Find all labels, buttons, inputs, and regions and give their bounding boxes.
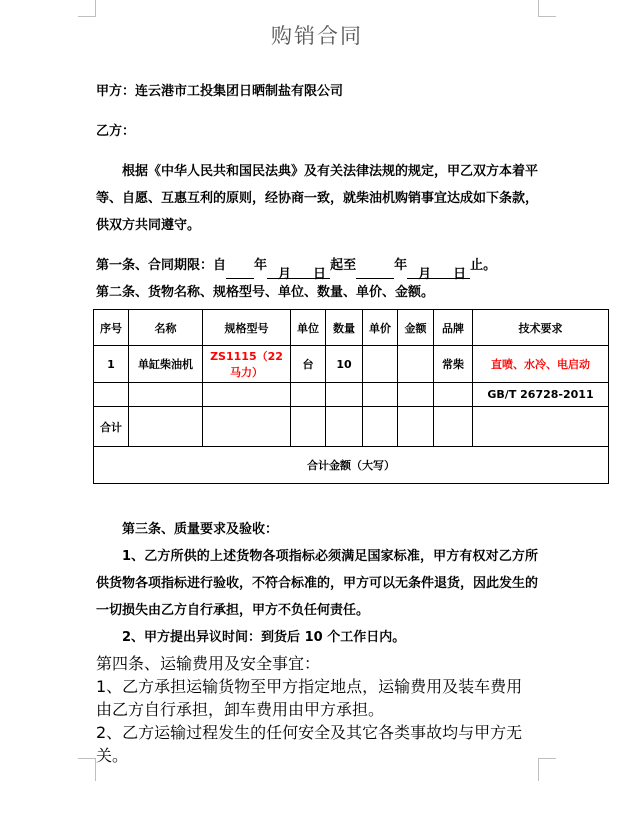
goods-table-head — [94, 310, 609, 346]
goods-table — [93, 309, 609, 484]
blank-underline-day2: 日 — [442, 261, 470, 279]
table-cell — [203, 407, 291, 447]
table-row — [94, 383, 609, 407]
table-cell: 1 — [94, 346, 129, 383]
table-header-cell: 技术要求 — [473, 310, 609, 346]
table-cell — [398, 407, 434, 447]
goods-table-body — [94, 346, 609, 484]
clause1-lead: 第一条、合同期限：自 — [96, 258, 227, 273]
document-content — [96, 0, 594, 766]
clause-4-heading: 第四条、运输费用及安全事宜： — [96, 654, 321, 673]
table-cell — [203, 383, 291, 407]
clause1-year1: 年 — [254, 258, 268, 273]
clause-3-heading: 第三条、质量要求及验收： — [122, 522, 279, 537]
blank-underline-year1 — [226, 261, 254, 279]
clause-3-items — [96, 543, 538, 651]
table-header-cell: 单位 — [291, 310, 326, 346]
table-cell — [398, 346, 434, 383]
table-cell: 台 — [291, 346, 326, 383]
document-title: 购销合同 — [271, 24, 363, 48]
table-cell — [129, 407, 203, 447]
table-cell — [363, 407, 398, 447]
party-a-line: 甲方：连云港市工投集团日晒制盐有限公司 — [96, 84, 344, 99]
table-cell — [326, 407, 363, 447]
table-cell — [291, 407, 326, 447]
table-cell — [363, 383, 398, 407]
table-footer-row — [94, 447, 609, 484]
clause-4-items — [96, 674, 538, 766]
text-boundary-mark-bottom-right — [538, 758, 556, 781]
table-cell: 常柴 — [434, 346, 473, 383]
table-cell — [363, 346, 398, 383]
preamble-paragraph: 根据《中华人民共和国民法典》及有关法律法规的规定，甲乙双方本着平等、自愿、互惠互利的原则，经协商一致，就柴油机购销事宜达成如下条款，供双方共同遵守。 — [96, 164, 539, 233]
table-header-cell: 名称 — [129, 310, 203, 346]
table-cell: 直喷、水冷、电启动 — [473, 346, 609, 383]
table-cell — [434, 407, 473, 447]
text-boundary-mark-top-left — [78, 0, 96, 17]
table-cell: 10 — [326, 346, 363, 383]
table-header-cell: 金额 — [398, 310, 434, 346]
table-cell: ZS1115（22 马力） — [203, 346, 291, 383]
clause1-to: 起至 — [330, 258, 357, 273]
clause-item: 2、乙方运输过程发生的任何安全及其它各类事故均与甲方无关。 — [96, 723, 523, 765]
table-cell: GB/T 26728-2011 — [473, 383, 609, 407]
table-cell: 合计 — [94, 407, 129, 447]
clause-item: 1、乙方承担运输货物至甲方指定地点，运输费用及装车费用由乙方自行承担，卸车费用由甲方承担。 — [96, 677, 523, 719]
blank-underline-day1: 日 — [302, 261, 330, 279]
table-header-cell: 数量 — [326, 310, 363, 346]
table-cell — [434, 383, 473, 407]
table-cell — [473, 407, 609, 447]
table-cell — [291, 383, 326, 407]
text-boundary-mark-top-right — [538, 0, 556, 17]
blank-underline-month1: 月 — [267, 261, 302, 279]
table-header-cell: 单价 — [363, 310, 398, 346]
blank-underline-year2 — [356, 261, 394, 279]
table-header-cell: 规格型号 — [203, 310, 291, 346]
table-header-cell: 序号 — [94, 310, 129, 346]
table-header-cell: 品牌 — [434, 310, 473, 346]
party-b-line: 乙方： — [96, 124, 136, 139]
table-cell — [94, 383, 129, 407]
table-cell — [398, 383, 434, 407]
clause1-end: 止。 — [470, 258, 497, 273]
clause-3-section — [96, 516, 538, 651]
clause-1-line — [96, 252, 538, 282]
table-cell: 单缸柴油机 — [129, 346, 203, 383]
table-cell — [129, 383, 203, 407]
clause-item: 2、甲方提出异议时间：到货后 10 个工作日内。 — [122, 630, 406, 645]
clause-2-line: 第二条、货物名称、规格型号、单位、数量、单价、金额。 — [96, 285, 435, 300]
text-boundary-mark-bottom-left — [78, 758, 96, 781]
table-footer-cell: 合计金额（大写） — [94, 447, 609, 484]
clause1-year2: 年 — [394, 258, 408, 273]
blank-underline-month2: 月 — [407, 261, 442, 279]
table-row — [94, 407, 609, 447]
table-cell — [326, 383, 363, 407]
table-row — [94, 346, 609, 383]
clause-item: 1、乙方所供的上述货物各项指标必须满足国家标准，甲方有权对乙方所供货物各项指标进行验收，不符合标准的，甲方可以无条件退货，因此发生的一切损失由乙方自行承担，甲方不负任何责任。 — [96, 549, 539, 618]
clause-4-section — [96, 651, 538, 766]
